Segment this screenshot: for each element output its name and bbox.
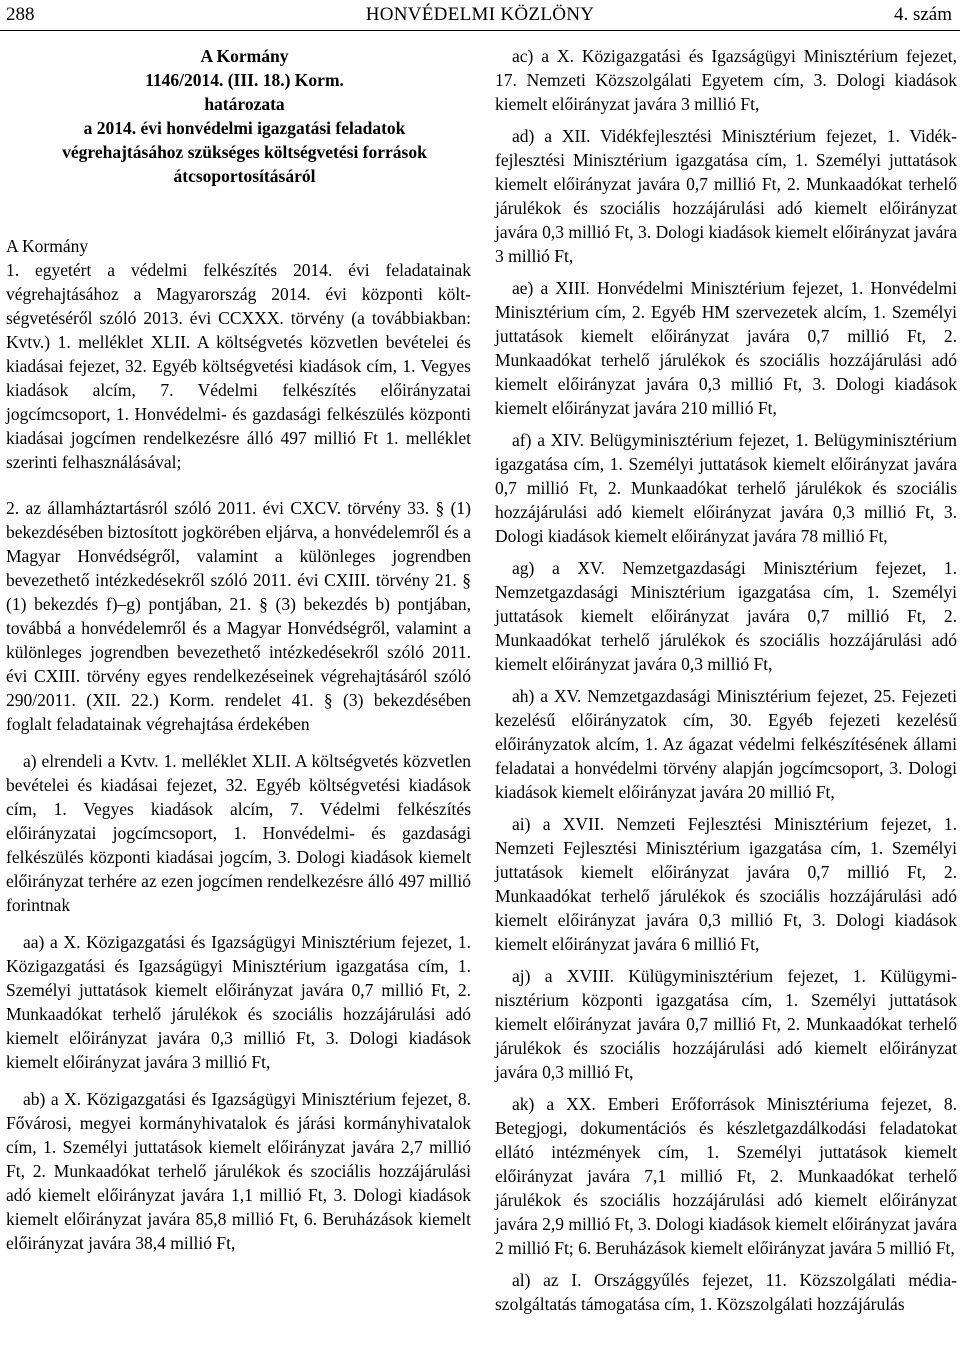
page-number: 288 <box>6 4 35 25</box>
decision-number: 1146/2014. (III. 18.) Korm. <box>145 70 344 90</box>
decision-issuer: A Kormány <box>200 46 289 66</box>
decision-title-line-2: végrehajtásához szükséges költségvetési források <box>62 142 427 162</box>
page-header <box>0 0 960 31</box>
item-aj-paragraph: aj) a XVIII. Külügyminisztérium fejezet, 1. Külügyminisztérium központi igazgatása cím, 1. Személyi juttatások kiemelt előirányzat javára 0,7 millió Ft, 2. Munkaadókat terhelő járulékok és szociális hozzájárulási adó kiemelt előirányzat javára 0,3 millió Ft, <box>495 966 957 1082</box>
item-aa-paragraph: aa) a X. Közigazgatási és Igazságügyi Minisztérium fejezet, 1. Közigazgatási és Igazságügyi Minisztérium igazgatása cím, 1. Személyi juttatások kiemelt előirányzat javára 0,7 millió Ft, 2. Munkaadókat terhelő járulékok és szociális hozzájárulási adó kiemelt előirányzat javára 0,3 millió Ft, 3. Dologi kiadások kiemelt előirányzat javára 3 millió Ft, <box>6 932 471 1072</box>
point-2-paragraph: 2. az államháztartásról szóló 2011. évi CXCV. törvény 33. § (1) bekezdésében biztosított jogkörében eljárva, a honvédelemről és a Magyar Honvédségről, valamint a különleges jogrendben bevezethető intézkedésekről szóló 2011. évi CXIII. törvény 21. § (1) bekezdés f)–g) pontjában, 21. § (3) bekezdés b) pontjában, továbbá a honvédelemről és a Magyar Honvédségről, valamint a különleges jogrendben bevezethető intézkedésekről szóló 2011. évi CXIII. törvény egyes rendelkezéseinek végrehajtásáról szóló 290/2011. (XII. 22.) Korm. rendelet 41. § (3) bekezdésében foglalt feladatainak végrehajtása érdekében <box>6 498 471 734</box>
decision-title-block <box>6 44 471 188</box>
item-ac-paragraph: ac) a X. Közigazgatási és Igazságügyi Minisztérium fejezet, 17. Nemzeti Közszolgálati Egyetem cím, 3. Dologi kiadások kiemelt előirányzat javára 3 millió Ft, <box>495 46 957 114</box>
journal-title: HONVÉDELMI KÖZLÖNY <box>365 4 595 25</box>
item-a-paragraph: a) elrendeli a Kvtv. 1. melléklet XLII. A költségvetés közvetlen bevételei és kiadásai fejezet, 32. Egyéb költségvetési kiadások cím, 1. Vegyes kiadások alcím, 7. Védelmi felkészítés előirányzatai jogcímcsoport, 1. Honvédelmi- és gazdasági felkészülés központi kiadásai jogcím, 3. Dologi kiadások kiemelt előirányzat terhére az ezen jogcímen rendelkezésre álló 497 millió forintnak <box>6 751 471 915</box>
issue-number: 4. szám <box>893 4 952 25</box>
item-ak-paragraph: ak) a XX. Emberi Erőforrások Minisztériuma fejezet, 8. Betegjogi, dokumentációs és készletgazdálkodási feladatokat ellátó intézmények cím, 1. Személyi juttatások kiemelt előirányzat javára 7,1 millió Ft, 2. Munkaadókat terhelő járulékok és szociális hozzájárulási adó kiemelt előirányzat javára 2,9 millió Ft, 3. Dologi kiadások kiemelt előirányzat javára 2 millió Ft; 6. Beruházások kiemelt előirányzat javára 5 millió Ft, <box>495 1094 957 1258</box>
point-1-paragraph: 1. egyetért a védelmi felkészítés 2014. évi feladatainak végrehajtásához a Magyarország 2014. évi központi költségvetéséről szóló 2013. évi CCXXX. törvény (a továbbiakban: Kvtv.) 1. melléklet XLII. A költségvetés közvetlen bevételei és kiadásai fejezet, 32. Egyéb költségvetési kiadások cím, 1. Vegyes kiadások alcím, 7. Védelmi felkészítés előirányzatai jogcímcsoport, 1. Honvédelmi- és gazdasági felkészülés központi kiadásai jogcímen rendelkezésre álló 497 millió Ft 1. melléklet szerinti felhasználásával; <box>6 260 471 472</box>
left-column <box>6 44 471 1255</box>
decision-title-line-3: átcsoportosításáról <box>173 166 316 186</box>
item-ad-paragraph: ad) a XII. Vidékfejlesztési Minisztérium fejezet, 1. Vidékfejlesztési Minisztérium igazgatása cím, 1. Személyi juttatások kiemelt előirányzat javára 0,7 millió Ft, 2. Munkaadókat terhelő járulékok és szociális hozzájárulási adó kiemelt előirányzat javára 0,3 millió Ft, 3. Dologi kiadások kiemelt előirányzat javára 3 millió Ft, <box>495 126 957 266</box>
item-ah-paragraph: ah) a XV. Nemzetgazdasági Minisztérium fejezet, 25. Fejezeti kezelésű előirányzatok cím, 30. Egyéb fejezeti kezelésű előirányzatok alcím, 1. Az ágazat védelmi felkészítésének állami feladatai a honvédelmi törvény alapján jogcímcsoport, 3. Dologi kiadások kiemelt előirányzat javára 20 millió Ft, <box>495 686 957 802</box>
item-ae-paragraph: ae) a XIII. Honvédelmi Minisztérium fejezet, 1. Honvédelmi Minisztérium cím, 2. Egyéb HM szervezetek alcím, 1. Személyi juttatások kiemelt előirányzat javára 0,7 millió Ft, 2. Munkaadókat terhelő járulékok és szociális hozzájárulási adó kiemelt előirányzat javára 0,3 millió Ft, 3. Dologi kiadások kiemelt előirányzat javára 210 millió Ft, <box>495 278 957 418</box>
item-ab-paragraph: ab) a X. Közigazgatási és Igazságügyi Minisztérium fejezet, 8. Fővárosi, megyei kormányhivatalok és járási kormányhivatalok cím, 1. Személyi juttatások kiemelt előirányzat javára 2,7 millió Ft, 2. Munkaadókat terhelő járulékok és szociális hozzájárulási adó kiemelt előirányzat javára 1,1 millió Ft, 3. Dologi kiadások kiemelt előirányzat javára 85,8 millió Ft, 6. Beruházások kiemelt előirányzat javára 38,4 millió Ft, <box>6 1089 471 1253</box>
item-al-paragraph: al) az I. Országgyűlés fejezet, 11. Közszolgálati médiaszolgáltatás támogatása cím, 1. Közszolgálati hozzájárulás <box>495 1270 957 1314</box>
decision-type: határozata <box>204 94 285 114</box>
item-ai-paragraph: ai) a XVII. Nemzeti Fejlesztési Minisztérium fejezet, 1. Nemzeti Fejlesztési Minisztérium igazgatása cím, 1. Személyi juttatások kiemelt előirányzat javára 0,7 millió Ft, 2. Munkaadókat terhelő járulékok és szociális hozzájárulási adó kiemelt előirányzat javára 0,3 millió Ft, 3. Dologi kiadások kiemelt előirányzat javára 6 millió Ft, <box>495 814 957 954</box>
right-column <box>495 44 957 1316</box>
item-af-paragraph: af) a XIV. Belügyminisztérium fejezet, 1. Belügyminisztérium igazgatása cím, 1. Személyi juttatások kiemelt előirányzat javára 0,7 millió Ft, 2. Munkaadókat terhelő járulékok és szociális hozzájárulási adó kiemelt előirányzat javára 0,3 millió Ft, 3. Dologi kiadások kiemelt előirányzat javára 78 millió Ft, <box>495 430 957 546</box>
intro-paragraph: A Kormány <box>6 236 89 256</box>
decision-title-line-1: a 2014. évi honvédelmi igazgatási feladatok <box>83 118 406 138</box>
item-ag-paragraph: ag) a XV. Nemzetgazdasági Minisztérium fejezet, 1. Nemzetgazdasági Minisztérium igazgatása cím, 1. Személyi juttatások kiemelt előirányzat javára 0,7 millió Ft, 2. Munkaadókat terhelő járulékok és szociális hozzájárulási adó kiemelt előirányzat javára 0,3 millió Ft, <box>495 558 957 674</box>
